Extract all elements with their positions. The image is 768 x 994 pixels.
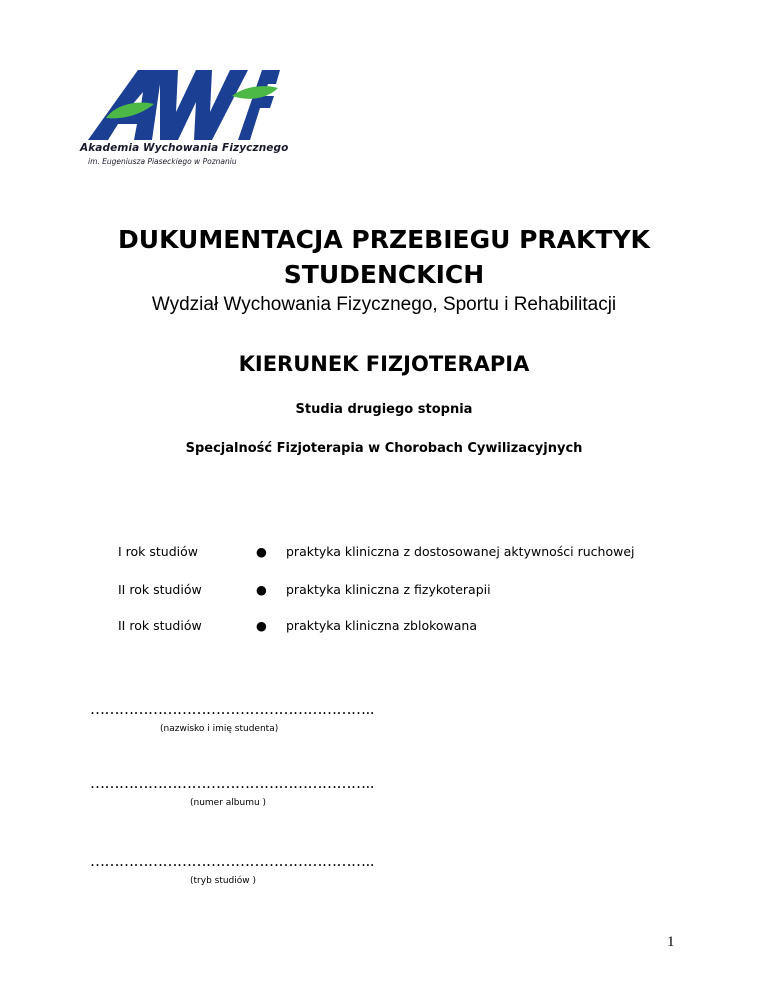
album-number-label: (numer albumu ) (190, 798, 267, 808)
field-of-study: KIERUNEK FIZJOTERAPIA (238, 352, 530, 376)
student-name-field (90, 700, 375, 734)
study-mode-label: (tryb studiów ) (190, 876, 257, 886)
page-number: 1 (667, 934, 675, 950)
logo-institution-subtitle: im. Eugeniusza Piaseckiego w Poznaniu (88, 157, 237, 166)
awf-logo-mark (80, 62, 280, 142)
awf-logo (80, 62, 289, 174)
practice-year: II rok studiów (118, 582, 202, 597)
bullet-icon: ● (256, 544, 267, 559)
document-title-line2: STUDENCKICH (283, 260, 485, 289)
bullet-icon: ● (256, 582, 267, 597)
practice-description: praktyka kliniczna z dostosowanej aktywności ruchowej (286, 544, 635, 559)
study-level: Studia drugiego stopnia (295, 402, 473, 417)
logo-institution-name: Akademia Wychowania Fizycznego (80, 142, 289, 154)
specialization: Specjalność Fizjoterapia w Chorobach Cywilizacyjnych (185, 441, 583, 456)
document-title-line1: DUKUMENTACJA PRZEBIEGU PRAKTYK (118, 225, 650, 254)
dotted-line: ………………………………………………….. (90, 774, 375, 792)
study-mode-field (90, 852, 375, 886)
student-name-label: (nazwisko i imię studenta) (160, 724, 279, 734)
practice-year: II rok studiów (118, 618, 202, 633)
practice-year: I rok studiów (118, 544, 198, 559)
dotted-line: ………………………………………………….. (90, 852, 375, 870)
document-title (0, 222, 768, 292)
faculty-name: Wydział Wychowania Fizycznego, Sportu i Rehabilitacji (151, 294, 617, 315)
dotted-line: ………………………………………………….. (90, 700, 375, 718)
practice-description: praktyka kliniczna zblokowana (286, 618, 478, 633)
bullet-icon: ● (256, 618, 267, 633)
album-number-field (90, 774, 375, 808)
practice-description: praktyka kliniczna z fizykoterapii (286, 582, 491, 597)
